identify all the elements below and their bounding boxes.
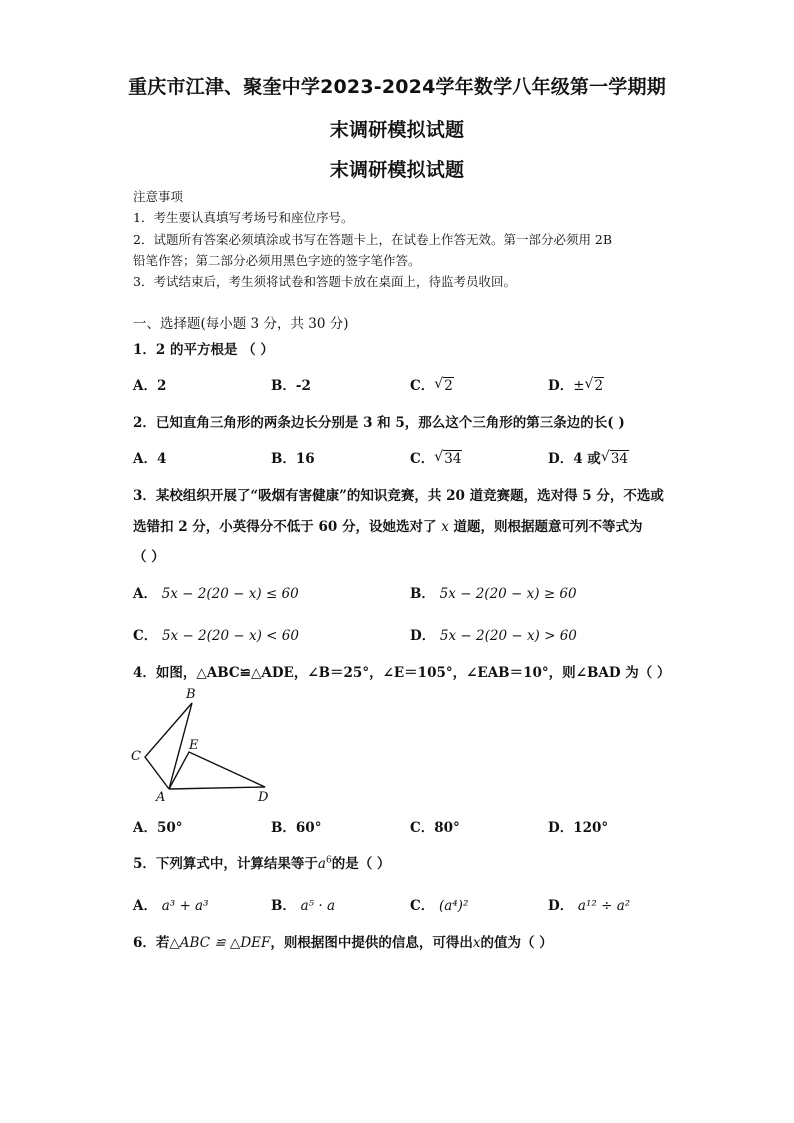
question-2-stem: 2．已知直角三角形的两条边长分别是 3 和 5，那么这个三角形的第三条边的长( ) <box>133 415 625 431</box>
notes-item-2: 2．试题所有答案必须填涂或书写在答题卡上，在试卷上作答无效。第一部分必须用 2B <box>133 232 613 247</box>
triangle-ade <box>169 752 265 789</box>
q1-option-d: D．± √ 2 <box>548 376 604 394</box>
question-1-stem: 1．2 的平方根是 （ ） <box>133 342 274 358</box>
question-3-line-3: （ ） <box>133 549 165 565</box>
q3-option-a: A． 5x − 2(20 − x) ≤ 60 <box>133 586 299 602</box>
label-d: D <box>258 790 269 805</box>
notes-item-3: 3．考试结束后，考生须将试卷和答题卡放在桌面上，待监考员收回。 <box>133 274 516 289</box>
question-4-stem: 4．如图，△ABC≌△ADE，∠B＝25°，∠E＝105°，∠EAB＝10°，则∠BAD 为（ ） <box>133 665 671 681</box>
sqrt-symbol: √ 2 <box>434 376 453 394</box>
q5-option-a: A． a³ + a³ <box>133 898 209 914</box>
q4-option-b: B．60° <box>271 820 322 836</box>
q4-option-a: A．50° <box>133 820 183 836</box>
q5-option-c: C． (a⁴)² <box>410 898 469 914</box>
question-6-stem: 6．若△ABC ≌ △DEF，则根据图中提供的信息，可得出x的值为（ ） <box>133 935 553 951</box>
q5-option-b: B． a⁵ · a <box>271 898 336 914</box>
q2-option-b: B．16 <box>271 451 315 467</box>
label-b: B <box>186 687 196 702</box>
page-title-line-2: 末调研模拟试题 <box>329 119 465 141</box>
q2-option-c: C． √ 34 <box>410 449 462 467</box>
q2-option-d: D．4 或 √ 34 <box>548 449 628 467</box>
q3-option-c: C． 5x − 2(20 − x) < 60 <box>133 628 299 644</box>
label-a: A <box>156 790 166 805</box>
q3-option-d: D． 5x − 2(20 − x) > 60 <box>410 628 577 644</box>
q1-option-b: B．-2 <box>271 378 311 394</box>
question-3-line-2: 选错扣 2 分，小英得分不低于 60 分，设她选对了 x 道题，则根据题意可列不等式为 <box>133 519 643 535</box>
label-e: E <box>189 738 199 753</box>
q4-option-d: D．120° <box>548 820 609 836</box>
q1-option-c: C． √ 2 <box>410 376 453 394</box>
notes-item-1: 1．考生要认真填写考场号和座位序号。 <box>133 210 354 225</box>
question-3-line-1: 3．某校组织开展了“吸烟有害健康”的知识竞赛，共 20 道竞赛题，选对得 5 分，不选或 <box>133 488 664 504</box>
sqrt-symbol: √ 2 <box>584 376 604 394</box>
notes-heading: 注意事项 <box>133 189 184 204</box>
q3-option-b: B． 5x − 2(20 − x) ≥ 60 <box>410 586 577 602</box>
page-title-line-3: 末调研模拟试题 <box>329 159 465 181</box>
q1-option-a: A．2 <box>133 378 167 394</box>
sqrt-symbol: √ 34 <box>434 449 462 467</box>
triangle-figure <box>125 683 285 805</box>
section-heading: 一、选择题(每小题 3 分，共 30 分) <box>133 316 349 332</box>
q5-option-d: D． a¹² ÷ a² <box>548 898 631 914</box>
label-c: C <box>131 749 141 764</box>
notes-item-2-cont: 铅笔作答；第二部分必须用黑色字迹的签字笔作答。 <box>133 253 421 268</box>
q2-option-a: A．4 <box>133 451 167 467</box>
sqrt-symbol: √ 34 <box>600 449 628 467</box>
question-5-stem: 5．下列算式中，计算结果等于$a^6$的是（ ） <box>133 855 391 872</box>
q4-option-c: C．80° <box>410 820 460 836</box>
triangle-abc <box>145 703 192 789</box>
page-title-line-1: 重庆市江津、聚奎中学2023-2024学年数学八年级第一学期期 <box>128 76 666 98</box>
